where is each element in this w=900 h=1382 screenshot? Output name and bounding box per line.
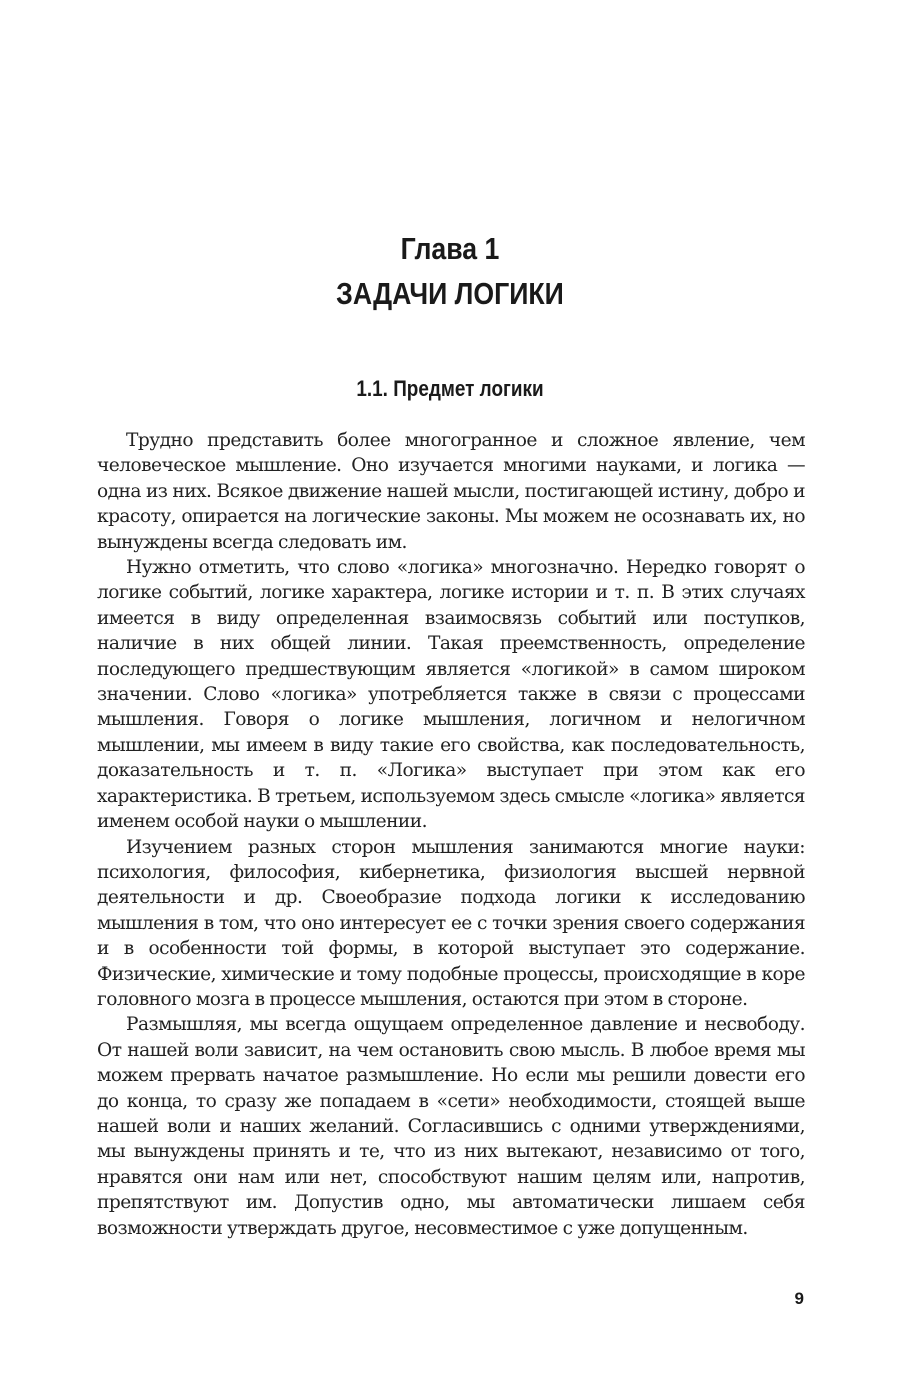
section-heading: 1.1. Предмет логики: [356, 376, 544, 401]
page-number: 9: [794, 1289, 804, 1308]
paragraph-2: Нужно отметить, что слово «логика» многозначно. Нередко говорят о логике событий, логике характера, логике истории и т. п. В этих случаях имеется в виду определенная взаимосвязь событий или поступков, наличие в них общей линии. Такая преемственность, определение последующего предшествующим является «логикой» в самом широком значении. Слово «логика» употребляется также в связи с процессами мышления. Говоря о логике мышления, логичном и нелогичном мышлении, мы имеем в виду такие его свойства, как последовательность, доказательность и т. п. «Логика» выступает при этом как его характеристика. В третьем, используемом здесь смысле «логика» является именем особой науки о мышлении.: [97, 557, 805, 833]
paragraph-3: Изучением разных сторон мышления занимаются многие науки: психология, философия, кибернетика, физиология высшей нервной деятельности и др. Своеобразие подхода логики к исследованию мышления в том, что оно интересует ее с точки зрения своего содержания и в особенности той формы, в которой выступает это содержание. Физические, химические и тому подобные процессы, происходящие в коре головного мозга в процессе мышления, остаются при этом в стороне.: [97, 836, 805, 1010]
chapter-title: ЗАДАЧИ ЛОГИКИ: [336, 276, 564, 311]
paragraph-4: Размышляя, мы всегда ощущаем определенное давление и несвободу. От нашей воли зависит, на чем остановить свою мысль. В любое время мы можем прервать начатое размышление. Но если мы решили довести его до конца, то сразу же попадаем в «сети» необходимости, стоящей выше нашей воли и наших желаний. Согласившись с одними утверждениями, мы вынуждены принять и те, что из них вытекают, независимо от того, нравятся они нам или нет, способствуют нашим целям или, напротив, препятствуют им. Допустив одно, мы автоматически лишаем себя возможности утверждать другое, несовместимое с уже допущенным.: [97, 1014, 805, 1239]
paragraph-1: Трудно представить более многогранное и сложное явление, чем человеческое мышление. Оно изучается многими науками, и логика — одна из них. Всякое движение нашей мысли, постигающей истину, добро и красоту, опирается на логические законы. Мы можем не осознавать их, но вынуждены всегда следовать им.: [97, 430, 805, 553]
chapter-number: Глава 1: [400, 231, 500, 266]
chapter-title-block: [63, 226, 837, 316]
body-text: [97, 428, 805, 1241]
